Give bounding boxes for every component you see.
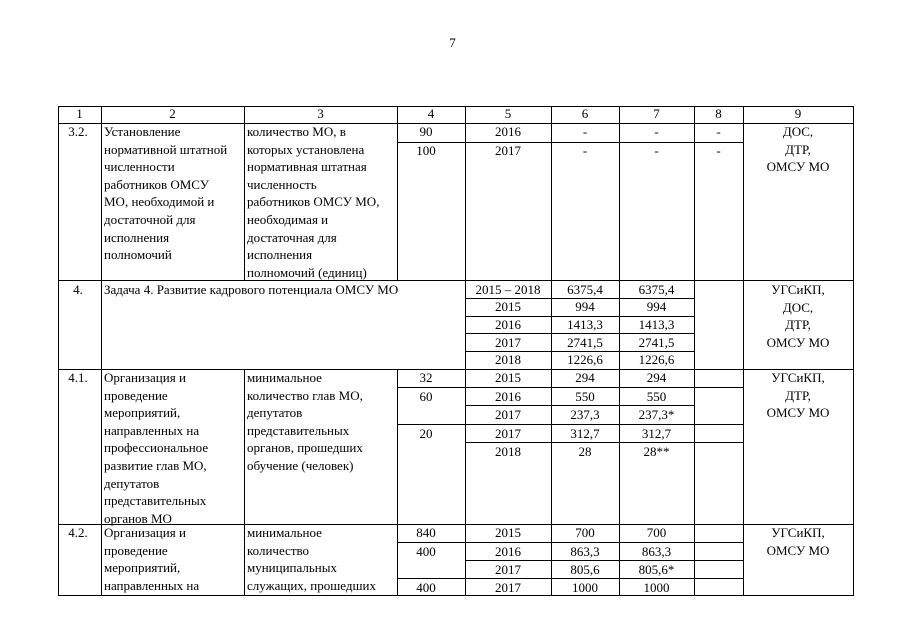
measure-name: нормативной штатной (104, 141, 228, 157)
measure-name: Организация и (104, 370, 186, 385)
executor: ДОС, (782, 299, 814, 315)
indicator-name: нормативная штатная (247, 159, 367, 175)
amount-cell: 994 (646, 299, 667, 314)
executor: ОМСУ МО (766, 159, 830, 175)
amount-cell: - (716, 143, 721, 158)
task-title: Задача 4. Развитие кадрового потенциала ОМСУ МО (104, 282, 399, 297)
measure-name: Установление (104, 124, 181, 139)
year-cell: 2016 (495, 389, 521, 404)
amount-cell: 1000 (643, 580, 670, 595)
amount-cell: 237,3* (638, 407, 675, 422)
column-header: 6 (581, 106, 589, 121)
indicator-name: служащих, прошедших (247, 577, 376, 593)
measure-name: достаточной для (104, 212, 196, 227)
indicator-name: исполнения (247, 247, 313, 263)
measure-name: численности (104, 159, 175, 175)
indicator-name: которых установлена (247, 141, 365, 157)
amount-cell: 1000 (572, 580, 598, 595)
year-cell: 2016 (495, 317, 521, 332)
year-cell: 2016 (495, 124, 521, 139)
measure-name: профессиональное (104, 440, 209, 456)
year-cell: 2015 (495, 525, 521, 540)
amount-cell: 1413,3 (638, 317, 675, 332)
amount-cell: 863,3 (641, 544, 672, 559)
row-number: 4. (73, 282, 83, 297)
indicator-name: депутатов (247, 405, 303, 421)
amount-cell: 863,3 (570, 544, 600, 559)
measure-name: полномочий (104, 247, 172, 263)
indicator-name: численность (247, 176, 317, 192)
amount-cell: 6375,4 (638, 282, 675, 297)
year-cell: 2018 (495, 444, 521, 459)
year-cell: 2016 (495, 544, 521, 559)
indicator-value: 100 (416, 143, 436, 158)
year-cell: 2017 (495, 426, 521, 441)
measure-name: работников ОМСУ (104, 176, 210, 192)
executor: ОМСУ МО (766, 405, 830, 421)
amount-cell: 6375,4 (567, 282, 603, 297)
indicator-name: необходимая и (247, 212, 329, 227)
measure-name: мероприятий, (104, 560, 181, 576)
indicator-value: 60 (419, 389, 433, 404)
column-header: 8 (715, 106, 722, 121)
row-number: 4.2. (68, 525, 88, 540)
column-header: 1 (76, 106, 83, 121)
amount-cell: - (582, 124, 588, 139)
amount-cell: 1413,3 (567, 317, 603, 332)
executor: ОМСУ МО (766, 542, 830, 558)
year-cell: 2017 (495, 335, 521, 350)
amount-cell: 805,6 (570, 562, 600, 577)
measure-name: проведение (104, 542, 168, 558)
amount-cell: 312,7 (641, 426, 672, 441)
amount-cell: - (582, 143, 588, 158)
executor: ОМСУ МО (766, 334, 830, 350)
indicator-name: полномочий (единиц) (247, 264, 367, 280)
indicator-name: минимальное (247, 370, 322, 385)
year-cell: 2015 (495, 299, 521, 314)
amount-cell: 294 (575, 370, 595, 385)
amount-cell: 1226,6 (567, 352, 603, 367)
column-header: 3 (317, 106, 324, 121)
column-header: 9 (794, 106, 802, 121)
indicator-value: 20 (419, 426, 433, 441)
indicator-name: количество глав МО, (247, 387, 363, 403)
executor: УГСиКП, (771, 370, 825, 385)
indicator-value: 90 (419, 124, 433, 139)
page-number: 7 (449, 35, 456, 50)
measure-name: направленных на (104, 577, 200, 593)
amount-cell: 994 (575, 299, 595, 314)
row-number: 3.2. (68, 124, 88, 139)
amount-cell: 700 (646, 525, 667, 540)
indicator-value: 400 (416, 544, 436, 559)
column-header: 4 (427, 106, 435, 121)
year-cell: 2017 (495, 580, 521, 595)
indicator-value: 400 (416, 580, 436, 595)
indicator-name: достаточная для (247, 229, 337, 245)
measure-name: направленных на (104, 422, 200, 438)
measure-name: проведение (104, 387, 168, 403)
measure-name: исполнения (104, 229, 170, 245)
measure-name: развитие глав МО, (104, 458, 207, 473)
amount-cell: 700 (575, 525, 595, 540)
year-cell: 2017 (495, 143, 521, 158)
measure-name: органов МО (104, 510, 172, 526)
column-header: 5 (504, 106, 512, 121)
row-number: 4.1. (68, 370, 88, 385)
amount-cell: 28 (578, 444, 592, 459)
measure-name: Организация и (104, 525, 186, 540)
executor: УГСиКП, (771, 525, 825, 540)
amount-cell: - (654, 124, 659, 139)
amount-cell: 550 (646, 389, 667, 404)
executor: ДТР, (785, 317, 811, 333)
measure-name: МО, необходимой и (104, 194, 215, 210)
indicator-name: представительных (247, 422, 350, 438)
indicator-name: работников ОМСУ МО, (247, 194, 380, 210)
year-cell: 2017 (495, 562, 521, 577)
indicator-value: 840 (416, 525, 436, 540)
year-cell: 2017 (495, 407, 521, 422)
indicator-name: органов, прошедших (247, 440, 363, 456)
amount-cell: 550 (575, 389, 595, 404)
amount-cell: 2741,5 (638, 335, 675, 350)
executor: ДТР, (785, 141, 811, 157)
amount-cell: 28** (643, 444, 670, 459)
year-cell: 2015 – 2018 (475, 282, 541, 297)
amount-cell: 805,6* (638, 562, 675, 577)
measure-name: депутатов (104, 475, 160, 491)
executor: УГСиКП, (771, 282, 825, 297)
measure-name: мероприятий, (104, 405, 181, 421)
amount-cell: - (716, 124, 721, 139)
column-header: 2 (169, 106, 176, 121)
indicator-name: количество (247, 542, 310, 558)
amount-cell: 312,7 (570, 426, 600, 441)
indicator-name: муниципальных (247, 560, 338, 576)
indicator-name: количество МО, в (247, 124, 346, 139)
amount-cell: 237,3 (570, 407, 600, 422)
amount-cell: 1226,6 (638, 352, 675, 367)
indicator-value: 32 (419, 370, 433, 385)
amount-cell: 2741,5 (567, 335, 603, 350)
column-header: 7 (653, 106, 660, 121)
indicator-name: минимальное (247, 525, 322, 540)
year-cell: 2018 (495, 352, 521, 367)
amount-cell: 294 (646, 370, 667, 385)
measure-name: представительных (104, 493, 207, 509)
amount-cell: - (654, 143, 659, 158)
executor: ДОС, (782, 124, 814, 139)
year-cell: 2015 (495, 370, 521, 385)
executor: ДТР, (785, 387, 811, 403)
indicator-name: обучение (человек) (247, 458, 354, 473)
